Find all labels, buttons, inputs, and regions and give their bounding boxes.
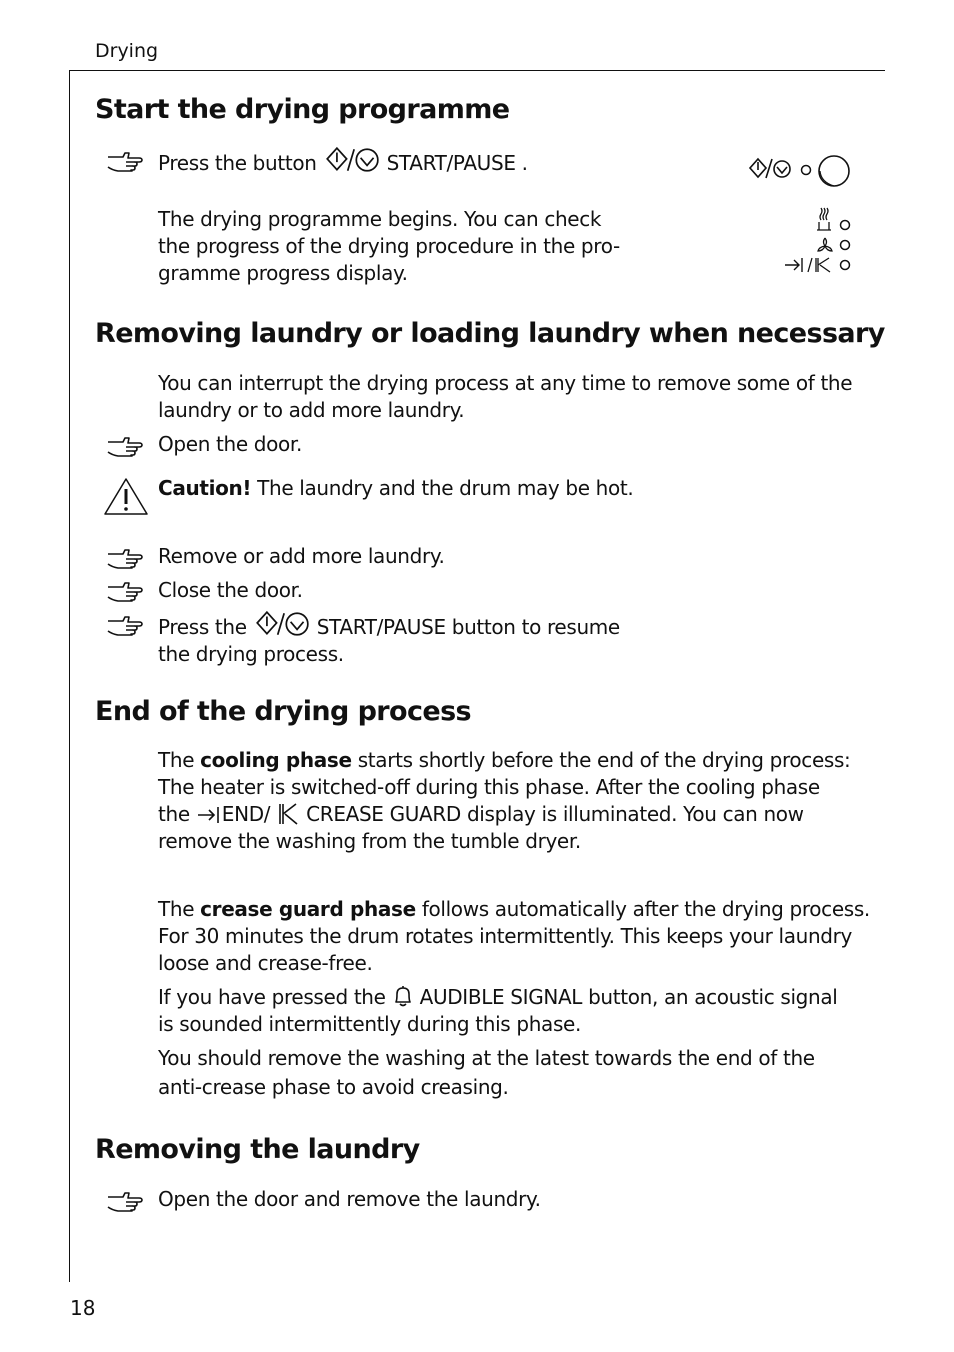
caution-text: Caution! The laundry and the drum may be hot. bbox=[158, 476, 634, 500]
pointing-hand-icon bbox=[106, 150, 146, 172]
step-prefix: Press the button bbox=[158, 151, 317, 175]
bell-icon bbox=[392, 984, 414, 1008]
cooling-fan-icon bbox=[818, 238, 832, 251]
crease-guard-icon bbox=[276, 803, 300, 825]
audible-signal-paragraph: If you have pressed the AUDIBLE SIGNAL button, an acoustic signal is sounded intermittently during this phase. bbox=[158, 985, 838, 1036]
header-rule bbox=[69, 70, 885, 71]
remove-washing-paragraph: You should remove the washing at the latest towards the end of the anti-crease phase to avoid creasing. bbox=[158, 1046, 815, 1099]
pointing-hand-icon bbox=[106, 1190, 146, 1212]
start-pause-button bbox=[819, 156, 849, 186]
heading-end-drying: End of the drying process bbox=[95, 696, 472, 727]
crease-guard-paragraph: The crease guard phase follows automatically after the drying process. For 30 minutes the drum rotates intermittently. This keeps your laundry loose and crease-free. bbox=[158, 897, 870, 975]
pointing-hand-icon bbox=[106, 547, 146, 569]
interrupt-paragraph: You can interrupt the drying process at any time to remove some of the laundry or to add more laundry. bbox=[158, 371, 853, 422]
indicator-led bbox=[802, 166, 811, 175]
pointing-hand-icon bbox=[106, 614, 146, 636]
pointing-hand-icon bbox=[106, 435, 146, 457]
heading-removing-laundry: Removing the laundry bbox=[95, 1134, 420, 1165]
heading-start-drying: Start the drying programme bbox=[95, 94, 510, 125]
warning-icon bbox=[103, 476, 149, 516]
heading-removing-loading: Removing laundry or loading laundry when necessary bbox=[95, 318, 885, 349]
control-panel-illustration bbox=[745, 150, 857, 280]
pointing-hand-icon bbox=[106, 580, 146, 602]
step-press-start bbox=[158, 146, 528, 177]
start-pause-icon bbox=[750, 159, 790, 178]
drying-icon bbox=[817, 208, 831, 230]
margin-rule bbox=[69, 70, 70, 1282]
step-label: START/PAUSE . bbox=[386, 151, 528, 175]
caution-label: Caution! bbox=[158, 476, 252, 500]
step-press-resume: Press the START/PAUSE button to resume the drying process. bbox=[158, 610, 620, 668]
start-description: The drying programme begins. You can check the progress of the drying procedure in the pro- gramme progress display. bbox=[158, 207, 620, 285]
page-number: 18 bbox=[70, 1296, 96, 1320]
cooling-phase-paragraph: The cooling phase starts shortly before the end of the drying process: The heater is switched-off during this phase. After the cooling phase the END/ CREASE GUARD display is illuminated. You can now remove the washing from the tumble dryer. bbox=[158, 748, 851, 853]
header-section-label: Drying bbox=[95, 40, 159, 62]
end-crease-guard-icon bbox=[785, 258, 830, 272]
step-open-remove: Open the door and remove the laundry. bbox=[158, 1187, 541, 1211]
step-remove-add: Remove or add more laundry. bbox=[158, 544, 445, 568]
end-arrow-icon bbox=[196, 805, 222, 825]
start-pause-icon bbox=[323, 146, 381, 174]
start-pause-icon bbox=[253, 610, 311, 638]
step-open-door: Open the door. bbox=[158, 432, 302, 456]
step-close-door: Close the door. bbox=[158, 578, 303, 602]
